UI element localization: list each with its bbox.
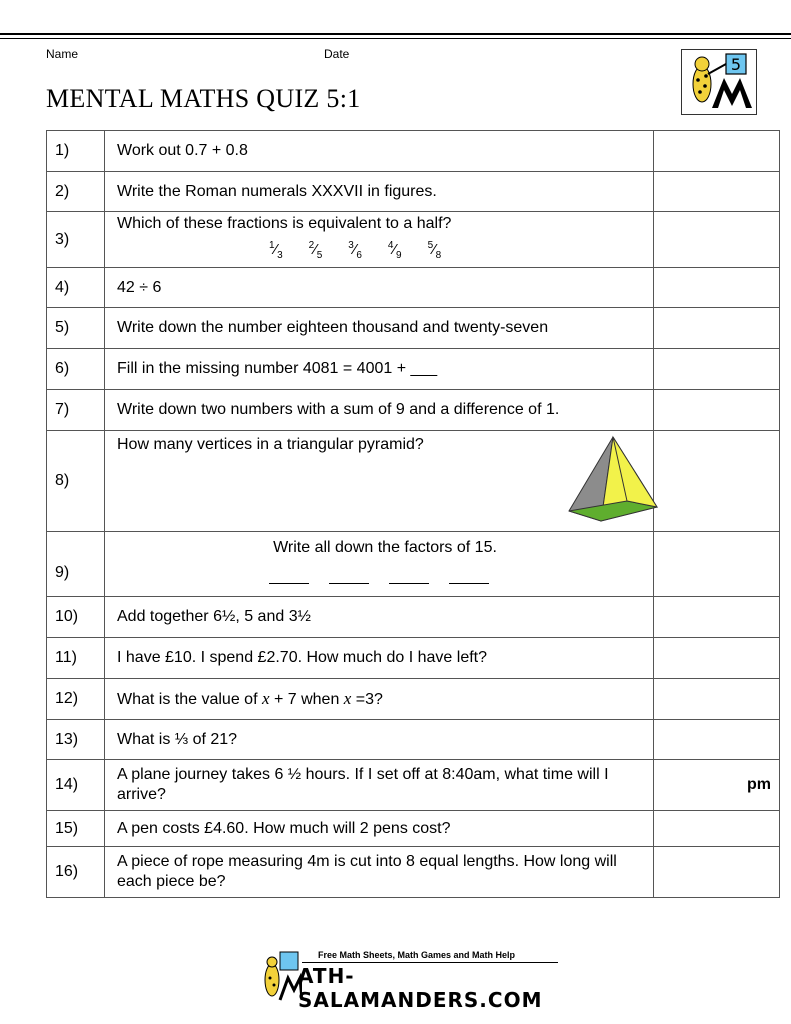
question-row-2 (47, 172, 780, 212)
question-cell (105, 679, 654, 720)
answer-box[interactable]: pm (654, 760, 780, 811)
variable-x: x (261, 688, 270, 708)
question-row-14 (47, 760, 780, 811)
question-row-11 (47, 638, 780, 679)
factor-blanks (269, 582, 653, 584)
question-text: =3? (351, 690, 383, 708)
question-text: Write the Roman numerals XXXVII in figures. (105, 172, 654, 212)
question-text: Which of these fractions is equivalent to a half? (117, 214, 452, 232)
question-cell (105, 431, 654, 532)
question-number: 4) (47, 268, 105, 308)
quiz-table (46, 130, 780, 898)
question-row-16 (47, 847, 780, 898)
answer-box[interactable] (654, 847, 780, 898)
factor-blank[interactable] (389, 582, 429, 584)
page-title: MENTAL MATHS QUIZ 5:1 (46, 84, 361, 113)
factor-blank[interactable] (449, 582, 489, 584)
salamander-logo (681, 49, 757, 115)
variable-x: x (343, 688, 352, 708)
question-number: 12) (47, 679, 105, 720)
fraction-option: $^2⁄_5$ (308, 239, 323, 261)
question-row-10 (47, 597, 780, 638)
question-text: Work out 0.7 + 0.8 (105, 131, 654, 172)
top-rule (0, 33, 791, 35)
answer-box[interactable] (654, 597, 780, 638)
answer-box[interactable] (654, 720, 780, 760)
answer-box[interactable] (654, 679, 780, 720)
question-cell (105, 532, 654, 597)
answer-box[interactable] (654, 390, 780, 431)
answer-box[interactable] (654, 268, 780, 308)
answer-box[interactable] (654, 212, 780, 268)
question-text: + 7 when (269, 690, 344, 708)
footer-divider (302, 962, 558, 963)
question-text: A plane journey takes 6 ½ hours. If I set off at 8:40am, what time will I arrive? (105, 760, 654, 811)
answer-box[interactable] (654, 349, 780, 390)
question-number: 13) (47, 720, 105, 760)
question-text: Fill in the missing number 4081 = 4001 + ___ (105, 349, 654, 390)
answer-box[interactable] (654, 172, 780, 212)
question-row-9 (47, 532, 780, 597)
factor-blank[interactable] (329, 582, 369, 584)
name-label: Name (46, 47, 79, 61)
question-row-1 (47, 131, 780, 172)
question-number: 7) (47, 390, 105, 431)
question-text: 42 ÷ 6 (105, 268, 654, 308)
question-text: Add together 6½, 5 and 3½ (105, 597, 654, 638)
question-number: 15) (47, 811, 105, 847)
question-text: Write down two numbers with a sum of 9 and a difference of 1. (105, 390, 654, 431)
fraction-option: $^5⁄_8$ (427, 239, 442, 261)
question-row-3 (47, 212, 780, 268)
fraction-option: $^4⁄_9$ (387, 239, 402, 261)
footer-salamander-icon (258, 950, 302, 1002)
question-text: What is ⅓ of 21? (105, 720, 654, 760)
footer-brand[interactable]: ATH-SALAMANDERS.COM (298, 964, 543, 1012)
answer-box[interactable] (654, 638, 780, 679)
question-text: A pen costs £4.60. How much will 2 pens cost? (105, 811, 654, 847)
question-number: 8) (47, 431, 105, 532)
question-row-4 (47, 268, 780, 308)
question-text: What is the value of (117, 690, 262, 708)
top-rule-thin (0, 38, 791, 39)
answer-box[interactable] (654, 131, 780, 172)
question-row-13 (47, 720, 780, 760)
answer-box[interactable] (654, 532, 780, 597)
question-row-8 (47, 431, 780, 532)
triangular-pyramid-icon (567, 435, 659, 525)
question-number: 5) (47, 308, 105, 349)
question-number: 16) (47, 847, 105, 898)
answer-box[interactable] (654, 308, 780, 349)
question-row-5 (47, 308, 780, 349)
question-number: 1) (47, 131, 105, 172)
question-text: Write all down the factors of 15. (273, 539, 497, 556)
fraction-option: $^1⁄_3$ (269, 239, 283, 261)
answer-box[interactable] (654, 431, 780, 532)
question-number: 2) (47, 172, 105, 212)
question-text: I have £10. I spend £2.70. How much do I have left? (105, 638, 654, 679)
question-cell (105, 212, 654, 268)
question-row-15 (47, 811, 780, 847)
date-label: Date (324, 47, 350, 61)
footer-tagline: Free Math Sheets, Math Games and Math Help (318, 950, 516, 960)
question-row-6 (47, 349, 780, 390)
question-text: A piece of rope measuring 4m is cut into 8 equal lengths. How long will each piece be? (105, 847, 654, 898)
question-number: 9) (47, 532, 105, 597)
question-text: Write down the number eighteen thousand and twenty-seven (105, 308, 654, 349)
question-number: 3) (47, 212, 105, 268)
logo-number: 5 (730, 55, 742, 74)
question-number: 11) (47, 638, 105, 679)
question-number: 14) (47, 760, 105, 811)
question-number: 6) (47, 349, 105, 390)
question-number: 10) (47, 597, 105, 638)
answer-box[interactable] (654, 811, 780, 847)
footer-logo (258, 950, 558, 1012)
factor-blank[interactable] (269, 582, 309, 584)
question-text: How many vertices in a triangular pyramid? (117, 436, 424, 453)
fraction-options (269, 236, 653, 266)
question-row-12 (47, 679, 780, 720)
question-row-7 (47, 390, 780, 431)
fraction-option: $^3⁄_6$ (348, 239, 362, 261)
